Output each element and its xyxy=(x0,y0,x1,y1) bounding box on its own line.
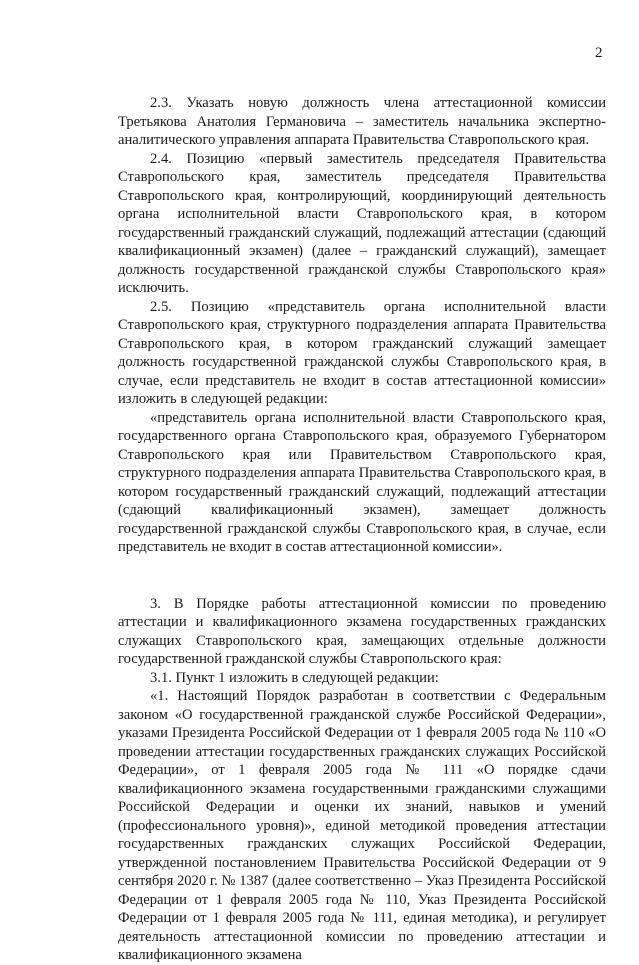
paragraph-2-3: 2.3. Указать новую должность члена аттестационной комиссии Третьякова Анатолия Германовича – заместитель начальника экспертно-аналитического управления аппарата Правительства Ставропольского края. xyxy=(118,95,606,148)
document-body xyxy=(118,94,606,965)
paragraph-3: 3. В Порядке работы аттестационной комиссии по проведению аттестации и квалификационного экзамена государственных гражданских служащих Ставропольского края, замещающих отдельные должности государственной гражданской службы Ставропольского края: xyxy=(118,595,606,667)
paragraph-2-5: 2.5. Позицию «представитель органа исполнительной власти Ставропольского края, структурного подразделения аппарата Правительства Ставропольского края, в котором гражданский служащий замещает должность государственной гражданской службы Ставропольского края, в случае, если представитель не входит в состав аттестационной комиссии» изложить в следующей редакции: xyxy=(118,298,606,407)
paragraph-3-1-new-wording: «1. Настоящий Порядок разработан в соответствии с Федеральным законом «О государственной гражданской службе Российской Федерации», указами Президента Российской Федерации от 1 февраля 2005 года № 110 «О проведении аттестации государственных гражданских служащих Российской Федерации», от 1 февраля 2005 года № 111 «О порядке сдачи квалификационного экзамена государственными гражданскими служащими Российской Федерации и оценки их знаний, навыков и умений (профессионального уровня)», единой методикой проведения аттестации государственных гражданских служащих Российской Федерации, утвержденной постановлением Правительства Российской Федерации от 9 сентября 2020 г. № 1387 (далее соответственно – Указ Президента Российской Федерации от 1 февраля 2005 года № 110, Указ Президента Российской Федерации от 1 февраля 2005 года № 111, единая методика), и регулирует деятельность аттестационной комиссии по проведению аттестации и квалификационного экзамена xyxy=(118,688,606,963)
paragraph-2-5-new-wording: «представитель органа исполнительной власти Ставропольского края, государственного органа Ставропольского края, образуемого Губернатором Ставропольского края или Правительством Ставропольского края, структурного подразделения аппарата Правительства Ставропольского края, в котором государственный гражданский служащий, подлежащий аттестации (сдающий квалификационный экзамен), замещает должность государственной гражданской службы Ставропольского края, в случае, если представитель не входит в состав аттестационной комиссии». xyxy=(118,409,606,555)
section-gap xyxy=(118,557,606,595)
page-number: 2 xyxy=(595,45,603,61)
paragraph-2-4: 2.4. Позицию «первый заместитель председателя Правительства Ставропольского края, заместитель председателя Правительства Ставропольского края, контролирующий, координирующий деятельность органа исполнительной власти Ставропольского края, в котором государственный гражданский служащий, подлежащий аттестации (сдающий квалификационный экзамен) (далее – гражданский служащий), замещает должность государственной гражданской службы Ставропольского края» исключить. xyxy=(118,150,606,296)
paragraph-3-1: 3.1. Пункт 1 изложить в следующей редакции: xyxy=(150,669,439,686)
